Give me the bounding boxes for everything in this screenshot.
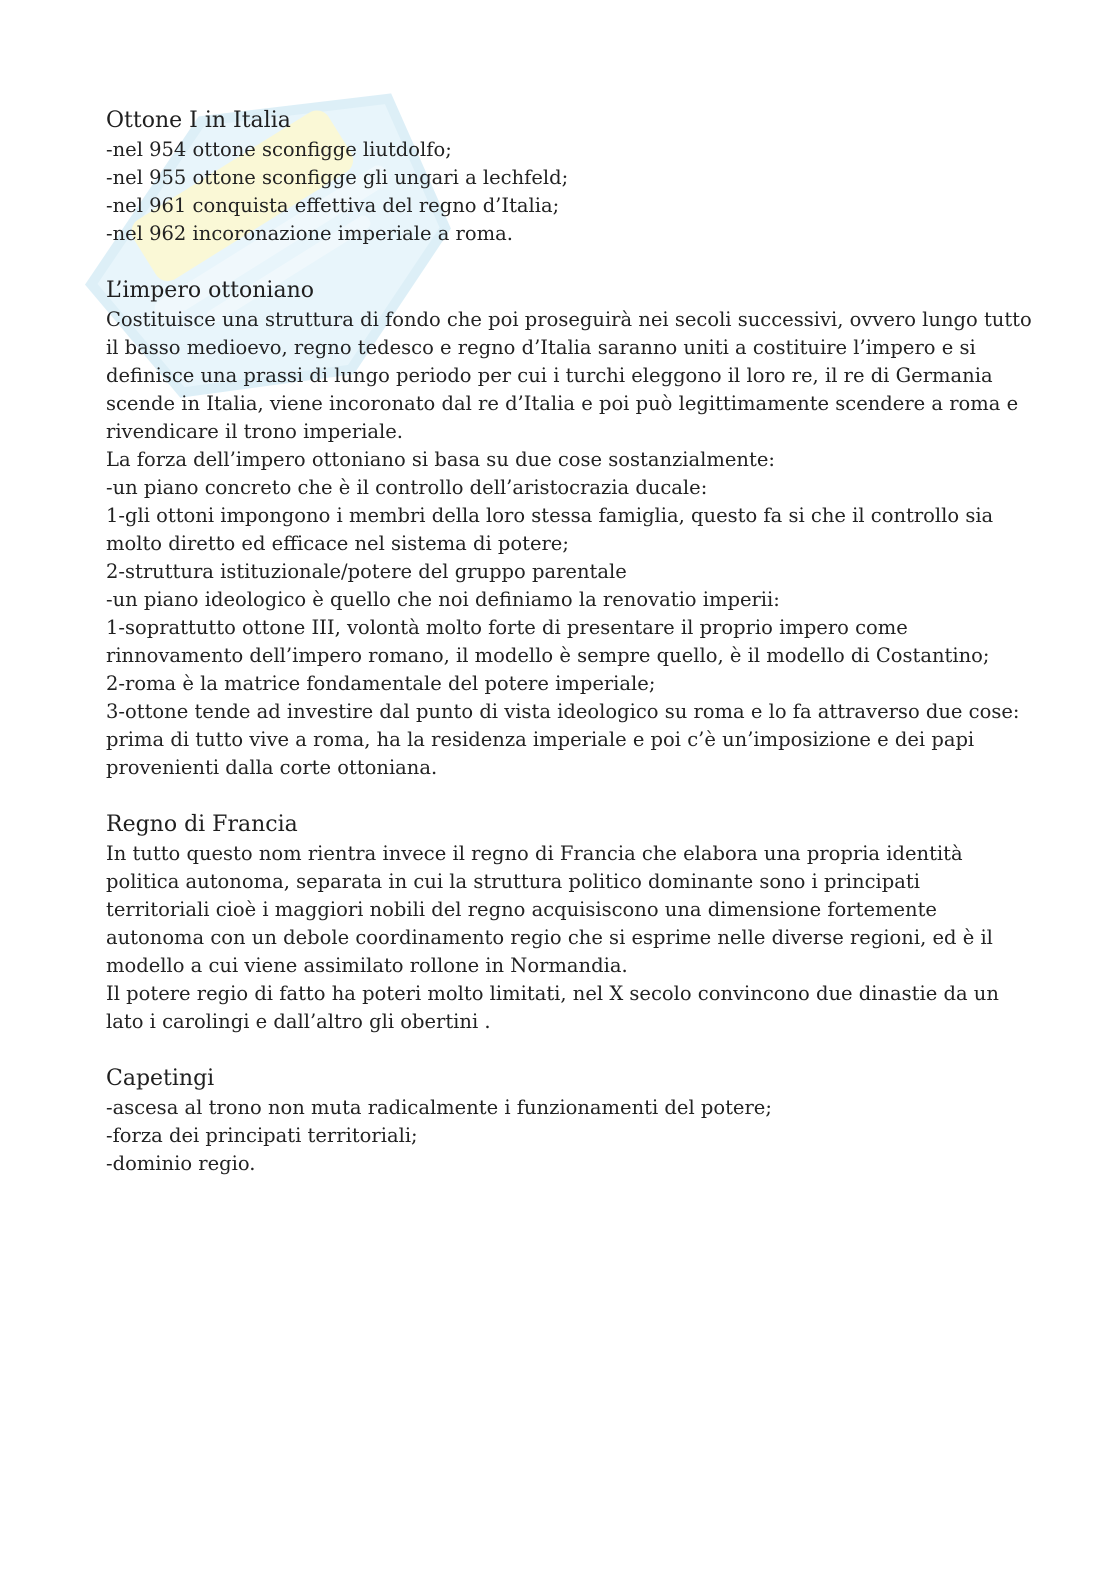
text-line: -un piano concreto che è il controllo dell’aristocrazia ducale:: [106, 476, 708, 499]
text-line: Costituisce una struttura di fondo che poi proseguirà nei secoli successivi, ovvero lungo tutto: [106, 308, 1032, 331]
text-line: rinnovamento dell’impero romano, il modello è sempre quello, è il modello di Costantino;: [106, 644, 990, 667]
list-item: -forza dei principati territoriali;: [106, 1124, 418, 1147]
text-line: Il potere regio di fatto ha poteri molto limitati, nel X secolo convincono due dinastie da un: [106, 982, 999, 1005]
text-line: La forza dell’impero ottoniano si basa su due cose sostanzialmente:: [106, 448, 775, 471]
list-item: -nel 962 incoronazione imperiale a roma.: [106, 222, 513, 245]
text-line: 3-ottone tende ad investire dal punto di vista ideologico su roma e lo fa attraverso due cose:: [106, 700, 1020, 723]
section-heading: Regno di Francia: [106, 812, 298, 837]
section-heading: Capetingi: [106, 1066, 215, 1091]
text-line: il basso medioevo, regno tedesco e regno d’Italia saranno uniti a costituire l’impero e si: [106, 336, 976, 359]
text-line: definisce una prassi di lungo periodo per cui i turchi eleggono il loro re, il re di Germania: [106, 364, 993, 387]
list-item: -nel 954 ottone sconfigge liutdolfo;: [106, 138, 452, 161]
text-line: 2-roma è la matrice fondamentale del potere imperiale;: [106, 672, 656, 695]
text-line: scende in Italia, viene incoronato dal re d’Italia e poi può legittimamente scendere a roma e: [106, 392, 1019, 415]
text-line: lato i carolingi e dall’altro gli obertini .: [106, 1010, 491, 1033]
list-item: -dominio regio.: [106, 1152, 256, 1175]
text-line: molto diretto ed efficace nel sistema di potere;: [106, 532, 569, 555]
text-line: 1-gli ottoni impongono i membri della loro stessa famiglia, questo fa si che il controllo sia: [106, 504, 994, 527]
list-item: -nel 961 conquista effettiva del regno d’Italia;: [106, 194, 560, 217]
text-line: 1-soprattutto ottone III, volontà molto forte di presentare il proprio impero come: [106, 616, 908, 639]
section-regno-di-francia: [106, 810, 1006, 1036]
text-line: provenienti dalla corte ottoniana.: [106, 756, 438, 779]
text-line: politica autonoma, separata in cui la struttura politico dominante sono i principati: [106, 870, 920, 893]
text-line: In tutto questo nom rientra invece il regno di Francia che elabora una propria identità: [106, 842, 963, 865]
text-line: -un piano ideologico è quello che noi definiamo la renovatio imperii:: [106, 588, 780, 611]
list-item: -ascesa al trono non muta radicalmente i funzionamenti del potere;: [106, 1096, 772, 1119]
text-line: rivendicare il trono imperiale.: [106, 420, 403, 443]
text-line: territoriali cioè i maggiori nobili del regno acquisiscono una dimensione fortemente: [106, 898, 937, 921]
section-capetingi: [106, 1064, 1006, 1178]
text-line: modello a cui viene assimilato rollone in Normandia.: [106, 954, 628, 977]
section-heading: Ottone I in Italia: [106, 108, 291, 133]
section-ottone-i: [106, 106, 1006, 248]
section-heading: L’impero ottoniano: [106, 278, 314, 303]
text-line: prima di tutto vive a roma, ha la residenza imperiale e poi c’è un’imposizione e dei papi: [106, 728, 975, 751]
text-line: 2-struttura istituzionale/potere del gruppo parentale: [106, 560, 627, 583]
text-line: autonoma con un debole coordinamento regio che si esprime nelle diverse regioni, ed è il: [106, 926, 993, 949]
section-impero-ottoniano: [106, 276, 1032, 782]
list-item: -nel 955 ottone sconfigge gli ungari a lechfeld;: [106, 166, 569, 189]
document-body: [106, 106, 1032, 1206]
